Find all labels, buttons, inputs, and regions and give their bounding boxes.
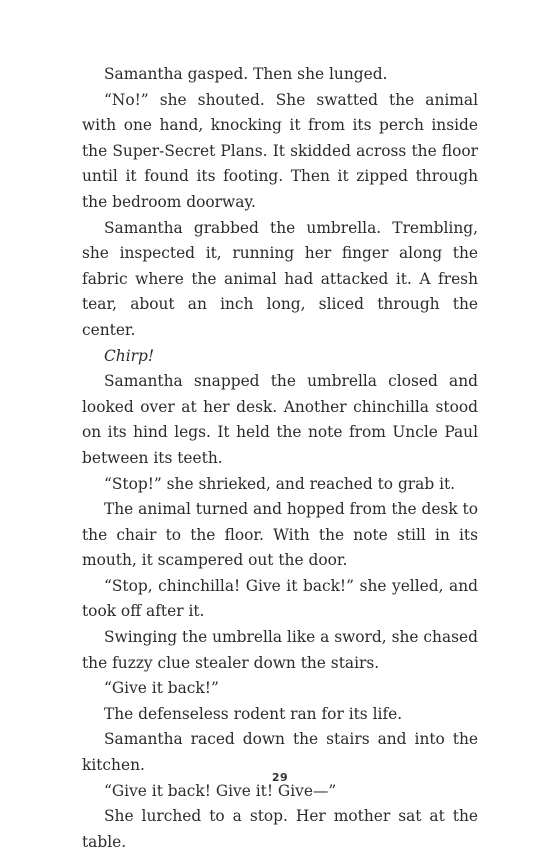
paragraph-5: Samantha snapped the umbrella closed and looked over at her desk. Another chinchilla stood on its hind legs. It held the note from Uncle Paul between its teeth. — [82, 372, 478, 467]
paragraph-13: “Give it back! Give it! Give—” — [104, 781, 337, 800]
paragraph-6: “Stop!” she shrieked, and reached to grab it. — [104, 474, 456, 493]
paragraph-14: She lurched to a stop. Her mother sat at the table. — [82, 807, 478, 851]
paragraph-8: “Stop, chinchilla! Give it back!” she yelled, and took off after it. — [82, 576, 478, 621]
paragraph-3: Samantha grabbed the umbrella. Trembling, she inspected it, running her finger along the fabric where the animal had attacked it. A fresh tear, about an inch long, sliced through the center. — [82, 218, 478, 339]
paragraph-11: The defenseless rodent ran for its life. — [104, 704, 403, 723]
paragraph-7: The animal turned and hopped from the desk to the chair to the floor. With the note still in its mouth, it scampered out the door. — [82, 500, 478, 570]
paragraph-12: Samantha raced down the stairs and into the kitchen. — [82, 730, 478, 775]
paragraph-4: Chirp! — [104, 346, 155, 365]
page-number: 29 — [271, 771, 289, 784]
paragraph-2: “No!” she shouted. She swatted the animal with one hand, knocking it from its perch inside the Super-Secret Plans. It skidded across the floor until it found its footing. Then it zipped through the bedroom doorway. — [82, 90, 478, 211]
paragraph-10: “Give it back!” — [104, 679, 219, 698]
page-body — [82, 62, 478, 855]
paragraph-1: Samantha gasped. Then she lunged. — [104, 65, 388, 83]
paragraph-9: Swinging the umbrella like a sword, she chased the fuzzy clue stealer down the stairs. — [82, 628, 478, 672]
